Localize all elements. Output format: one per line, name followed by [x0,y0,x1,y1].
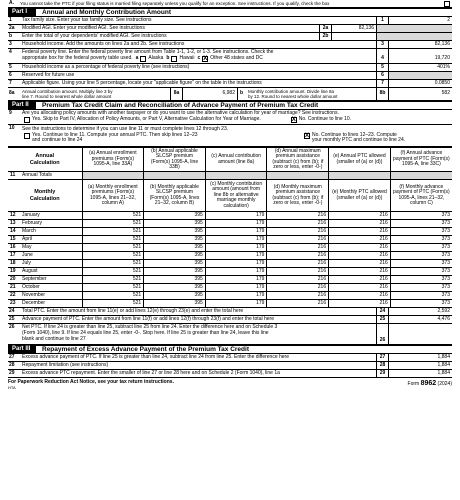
line-3-row [8,41,452,49]
line-8-row [8,88,452,101]
col-e-cell[interactable]: 216 [329,276,391,284]
column-header: (f) Annual advance payment of PTC (Form(s) 1095-A, line 33C) [390,148,452,172]
month-label: April [20,236,82,244]
col-c-cell[interactable]: 179 [205,212,267,220]
line-number: 25 [9,315,15,322]
col-a-cell[interactable]: 521 [82,292,144,300]
col-d-cell[interactable]: 216 [267,244,329,252]
box-number: 27 [376,354,388,361]
col-a-cell[interactable]: 521 [82,212,144,220]
month-label: February [20,220,82,228]
monthly-contribution-field[interactable]: 582 [388,88,452,100]
alaska-checkbox[interactable] [140,56,146,62]
column-header: (e) Monthly PTC allowed (smaller of (a) or (d)) [329,180,391,212]
col-b-cell[interactable]: 395 [144,220,206,228]
line-27-row [8,354,452,362]
col-b-cell[interactable]: 395 [144,292,206,300]
month-row [8,284,452,292]
line-number: 9 [9,110,12,116]
month-label: December [20,300,82,308]
poverty-table-options [22,56,263,62]
form-id [408,380,452,390]
line-number: 28 [9,361,15,368]
line-number: 8a [9,90,15,97]
col-e-cell[interactable]: 216 [329,260,391,268]
col-f-cell[interactable]: 373 [390,212,452,220]
column-header: (a) Annual enrollment premiums (Form(s) 1095-A, line 33A) [82,148,144,172]
box-number: 7 [376,80,388,87]
column-header: (f) Monthly advance payment of PTC (Form(s) 1095-A, lines 21–32, column C) [390,180,452,212]
box-number: 3 [376,41,388,48]
col-f-cell[interactable]: 373 [390,244,452,252]
col-a-cell[interactable]: 521 [82,284,144,292]
line-10-no-option [302,133,452,145]
heading: Calculation [29,195,60,202]
col-e-cell[interactable]: 216 [329,300,391,308]
line-28-row [8,362,452,370]
part-3-header [8,345,452,354]
line-number: 15 [8,236,20,244]
option-label: and continue to line 24 [32,137,83,144]
part-label: Part III [8,346,36,353]
col-a-cell[interactable]: 521 [82,276,144,284]
line-text: appropriate box for the federal poverty table used. [22,55,133,61]
line-number: 24 [9,307,15,314]
col-b-cell[interactable]: 395 [144,236,206,244]
income-percentage-field[interactable]: 401% [388,64,452,71]
col-e-cell[interactable]: 216 [329,284,391,292]
col-b-cell[interactable]: 395 [144,228,206,236]
line-10-yes-option [22,133,302,145]
advance-payment-field[interactable]: 4,476 [388,316,452,323]
option-label: No. Continue to lines 12–23. Compute [312,131,397,138]
part-title: Annual and Monthly Contribution Amount [42,8,172,16]
line-text: Tax family size. Enter your tax family size. See instructions [22,17,152,23]
col-a-cell[interactable]: 521 [82,260,144,268]
line-5-row [8,64,452,72]
line-text: line 7. Round to nearest whole dollar amount [22,94,112,99]
option-label: your monthly PTC and continue to line 24. [312,137,406,144]
line-text: Household income as a percentage of federal poverty line (see instructions) [22,64,190,70]
line-2a-row [8,25,452,33]
part-title: Repayment of Excess Advance Payment of the Premium Tax Credit [42,345,249,353]
line-1-row [8,17,452,25]
line-number: 5 [9,63,12,70]
col-f-cell[interactable]: 373 [390,252,452,260]
form-number: 8962 [420,380,437,387]
line-number: 12 [8,212,20,220]
line-text: See the instructions to determine if you can use line 11 or must complete lines 12 through 23. [22,125,229,132]
col-a-cell[interactable]: 521 [82,268,144,276]
box-number: 29 [376,370,388,377]
annual-calculation-table [8,147,452,308]
col-d-cell[interactable]: 216 [267,252,329,260]
line-9-options [22,117,351,123]
col-a-cell[interactable]: 521 [82,236,144,244]
annual-cell[interactable] [144,172,206,180]
line-24-row [8,308,452,316]
col-f-cell[interactable]: 373 [390,284,452,292]
line-text: Modified AGI. Enter your modified AGI. See instructions [22,25,145,31]
col-e-cell[interactable]: 216 [329,252,391,260]
box-number: 6 [376,72,388,79]
option-label: Yes. Continue to line 11. Compute your annual PTC. Then skip lines 12–23 [32,131,198,138]
applicable-figure-field[interactable]: 0.0850 [388,80,452,87]
box-number: 4 [376,49,388,63]
line-text: Federal poverty line. Enter the federal poverty line amount from Table 1-1, 1-2, or 1-3. See instructions. Check the [22,49,274,56]
box-number: 5 [376,64,388,71]
line-text: Reserved for future use [22,72,75,78]
col-e-cell[interactable]: 216 [329,268,391,276]
col-c-cell[interactable]: 179 [205,268,267,276]
col-f-cell[interactable]: 373 [390,276,452,284]
line-25-row [8,316,452,324]
line-number: b [9,32,13,39]
line-4-row [8,49,452,64]
col-e-cell[interactable]: 216 [329,292,391,300]
col-a-cell[interactable]: 521 [82,220,144,228]
heading: Monthly [34,189,56,196]
month-label: November [20,292,82,300]
month-label: October [20,284,82,292]
part-label: Part I [8,9,36,16]
month-row [8,276,452,284]
col-d-cell[interactable]: 216 [267,260,329,268]
line-number: 21 [8,284,20,292]
month-label: January [20,212,82,220]
excess-advance-payment-field[interactable]: 1,884 [388,354,452,361]
line-number: 10 [9,125,15,131]
line-number: 3 [9,40,12,47]
col-c-cell[interactable]: 179 [205,300,267,308]
inline-field [319,33,376,40]
col-d-cell[interactable]: 216 [267,236,329,244]
col-d-cell[interactable]: 216 [267,220,329,228]
line-a-checkbox-cell [442,0,452,7]
line-number: 6 [9,71,12,78]
dependents-agi-field[interactable] [332,33,376,40]
month-row [8,220,452,228]
line-9-text [20,110,452,124]
line-number: 20 [8,276,20,284]
col-d-cell[interactable]: 216 [267,276,329,284]
box-number: 2b [320,33,332,40]
col-b-cell[interactable]: 395 [144,284,206,292]
line-text: Household income. Add the amounts on lines 2a and 2b. See instructions [22,41,185,47]
col-e-cell[interactable]: 216 [329,220,391,228]
col-a-cell[interactable]: 521 [82,252,144,260]
option-label-block [32,133,198,145]
col-f-cell[interactable]: 373 [390,236,452,244]
annual-cell[interactable] [82,172,144,180]
option-label: Alaska [148,55,164,61]
line-text: Total PTC. Enter the amount from line 11(e) or add lines 12(e) through 23(e) and enter the total here [22,308,244,314]
net-ptc-field[interactable] [388,324,452,344]
line-10-yes-checkbox[interactable] [24,133,30,139]
col-d-cell[interactable]: 216 [267,284,329,292]
monthly-rows [8,212,452,308]
line-text: Are you allocating policy amounts with another taxpayer or do you want to use the alternative calculation for year of marriage? See instructions. [22,110,339,117]
line-number: A. [9,0,14,6]
line-number: b [237,88,246,100]
option-letter: b [166,55,170,61]
paperwork-notice: For Paperwork Reduction Act Notice, see your tax return instructions. [8,379,174,385]
col-b-cell[interactable]: 395 [144,252,206,260]
reserved-field [388,72,452,79]
part-2-header [8,101,452,110]
line-10-text [20,125,452,146]
col-c-cell[interactable]: 179 [205,260,267,268]
annual-cell[interactable] [390,172,452,180]
box-number: 25 [376,316,388,323]
line-number: 14 [8,228,20,236]
annual-totals-row [8,172,452,180]
line-number: 29 [9,369,15,376]
annual-cell[interactable] [267,172,329,180]
other-48-states-checkbox[interactable]: X [203,55,208,62]
col-f-cell[interactable]: 373 [390,260,452,268]
hta-mark: HTA [8,384,16,390]
col-b-cell[interactable]: 395 [144,244,206,252]
row-label: Annual Totals [20,172,82,180]
line-text: (Form 1040), line 9. If line 24 equals line 25, enter -0-. Stop here. If line 25 is greater than line 24, leave this line [22,330,269,337]
col-e-cell[interactable]: 216 [329,228,391,236]
line-number: 11 [8,172,20,180]
part-label: Part II [8,102,36,109]
line-number: 26 [9,324,15,330]
col-b-cell[interactable]: 395 [144,212,206,220]
heading: Annual [35,153,55,160]
line-2b-row [8,33,452,41]
monthly-header-row [8,180,452,212]
col-e-cell[interactable]: 216 [329,244,391,252]
column-header: (b) Annual applicable SLCSP premium (Form(s) 1095-A, line 33B) [144,148,206,172]
inline-field [319,25,376,32]
col-b-cell[interactable]: 395 [144,260,206,268]
month-row [8,236,452,244]
total-ptc-field[interactable]: 2,592 [388,308,452,315]
option-label: Hawaii [179,55,195,61]
month-row [8,260,452,268]
line-4-text [20,49,376,63]
col-b-cell[interactable]: 395 [144,276,206,284]
option-label-block [312,133,405,145]
month-row [8,292,452,300]
annual-header-row [8,148,452,172]
col-a-cell[interactable]: 521 [82,300,144,308]
line-number: 7 [9,79,12,86]
repayment-limitation-field[interactable]: 1,884 [388,362,452,369]
month-label: June [20,252,82,260]
line-text: Monthly contribution amount. Divide line 8a [248,88,335,94]
line-text: Excess advance PTC repayment. Enter the smaller of line 27 or line 28 here and on Schedule 2 (Form 1040), line 1a [22,370,280,376]
col-a-cell[interactable]: 521 [82,244,144,252]
month-label: August [20,268,82,276]
line-number: 18 [8,260,20,268]
box-number: 1 [376,17,388,24]
month-label: July [20,260,82,268]
annual-contribution-field[interactable]: 6,982 [222,90,235,97]
box-number: 28 [376,362,388,369]
option-letter: a [135,55,139,61]
inline-field [170,88,237,100]
line-9-yes-checkbox[interactable] [24,117,30,123]
col-d-cell[interactable]: 216 [267,228,329,236]
col-d-cell[interactable]: 216 [267,292,329,300]
line-number: 2a [9,24,15,31]
shaded-cell [376,25,452,32]
line-26-text [20,324,376,344]
month-label: May [20,244,82,252]
line-10-no-checkbox[interactable]: X [305,132,310,139]
household-income-field[interactable]: 82,136 [388,41,452,48]
col-d-cell[interactable]: 216 [267,212,329,220]
month-row [8,252,452,260]
line-10-options [22,133,452,145]
line-a-row [8,0,452,8]
col-c-cell[interactable]: 179 [205,220,267,228]
line-a-checkbox[interactable] [444,1,450,7]
line-text: You cannot take the PTC if your filing status is married filing separately unless you qualify for an exception. See instructions. If you qualify, check the box [20,0,330,6]
line-text: blank and continue to line 27 [22,335,86,342]
form-year: (2024) [437,381,452,387]
box-number: 8b [376,88,388,100]
line-10-row [8,125,452,147]
column-header: (c) Monthly contribution amount (amount from line 8b or alternative marriage monthly calculation) [205,180,267,212]
option-label: No. Continue to line 10. [298,116,352,122]
page-footer [8,378,452,390]
month-row [8,300,452,308]
col-f-cell[interactable]: 373 [390,220,452,228]
line-text: Net PTC. If line 24 is greater than line 25, subtract line 25 from line 24. Enter the difference here and on Schedule 3 [22,324,278,331]
col-e-cell[interactable]: 216 [329,236,391,244]
col-c-cell[interactable]: 179 [205,292,267,300]
col-f-cell[interactable]: 373 [390,268,452,276]
option-letter: c [197,55,201,61]
column-header: (c) Annual contribution amount (line 8a) [205,148,267,172]
box-number: 8a [171,88,183,100]
line-number: 13 [8,220,20,228]
column-header: (d) Annual maximum premium assistance (subtract (c) from (b); if zero or less, enter -0-) [267,148,329,172]
line-9-row [8,110,452,125]
line-text: Repayment limitation (see instructions) [22,362,109,368]
line-number: 23 [8,300,20,308]
line-number: 16 [8,244,20,252]
col-c-cell[interactable]: 179 [205,236,267,244]
col-c-cell[interactable]: 179 [205,276,267,284]
col-a-cell[interactable]: 521 [82,228,144,236]
annual-cell[interactable] [205,172,267,180]
heading: Calculation [29,159,60,166]
option-label: Yes. Skip to Part IV, Allocation of Policy Amounts, or Part V, Alternative Calculation for Year of Marriage. [32,116,261,122]
column-header: (b) Monthly applicable SLCSP premium (Form(s) 1095-A, lines 21–32, column B) [144,180,206,212]
column-header: (e) Annual PTC allowed (smaller of (a) or (d)) [329,148,391,172]
month-row [8,228,452,236]
monthly-calculation-label [8,180,82,212]
month-label: March [20,228,82,236]
option-label: Other 48 states and DC [210,55,263,61]
line-26-row [8,324,452,345]
col-f-cell[interactable]: 373 [390,292,452,300]
federal-poverty-line-field[interactable]: 19,720 [388,49,452,63]
col-c-cell[interactable]: 179 [205,284,267,292]
col-f-cell[interactable]: 373 [390,300,452,308]
column-header: (a) Monthly enrollment premiums (Form(s) 1095-A, lines 21–32, column A) [82,180,144,212]
line-8a-text [20,88,170,100]
annual-calculation-label [8,148,82,172]
col-d-cell[interactable]: 216 [267,268,329,276]
col-d-cell[interactable]: 216 [267,300,329,308]
line-number: 17 [8,252,20,260]
box-number: 24 [376,308,388,315]
footer-left [8,380,174,390]
month-row [8,212,452,220]
line-number: 22 [8,292,20,300]
month-row [8,268,452,276]
line-text: by 12. Round to nearest whole dollar amount [248,94,338,99]
shaded-cell [376,33,452,40]
annual-cell[interactable] [329,172,391,180]
tax-family-size-field[interactable]: 2 [388,17,452,24]
line-text: Annual contribution amount. Multiply line 3 by [22,88,113,94]
line-8b-text [246,88,376,100]
col-b-cell[interactable]: 395 [144,300,206,308]
col-c-cell[interactable]: 179 [205,244,267,252]
part-1-header [8,8,452,17]
form-label: Form [407,381,420,387]
line-number: 19 [8,268,20,276]
col-f-cell[interactable]: 373 [390,228,452,236]
line-number: 1 [9,16,12,23]
box-number: 2a [320,25,332,32]
excess-repayment-field[interactable]: 1,884 [388,370,452,377]
column-header: (d) Monthly maximum premium assistance (subtract (c) from (b); if zero or less, enter -0-) [267,180,329,212]
line-text: Excess advance payment of PTC. If line 25 is greater than line 24, subtract line 24 from line 25. Enter the difference here [22,354,289,360]
line-text: Applicable figure. Using your line 5 percentage, locate your "applicable figure" on the table in the instructions [22,80,262,86]
col-b-cell[interactable]: 395 [144,268,206,276]
modified-agi-field[interactable]: 82,136 [358,24,374,31]
line-number: 4 [9,49,12,55]
col-c-cell[interactable]: 179 [205,228,267,236]
col-e-cell[interactable]: 216 [329,212,391,220]
line-7-row [8,80,452,88]
line-6-row [8,72,452,80]
part-title: Premium Tax Credit Claim and Reconciliation of Advance Payment of Premium Tax Credit [42,101,319,109]
box-number: 26 [376,324,388,344]
line-text: Enter the total of your dependents' modified AGI. See instructions [22,33,167,39]
month-label: September [20,276,82,284]
hawaii-checkbox[interactable] [171,56,177,62]
line-9-no-checkbox[interactable]: X [291,116,296,123]
line-29-row [8,370,452,378]
line-number: 27 [9,353,15,360]
month-row [8,244,452,252]
line-text: Advance payment of PTC. Enter the amount from line 11(f) or add lines 12(f) through 23(f) and enter the total here [22,316,274,322]
col-c-cell[interactable]: 179 [205,252,267,260]
